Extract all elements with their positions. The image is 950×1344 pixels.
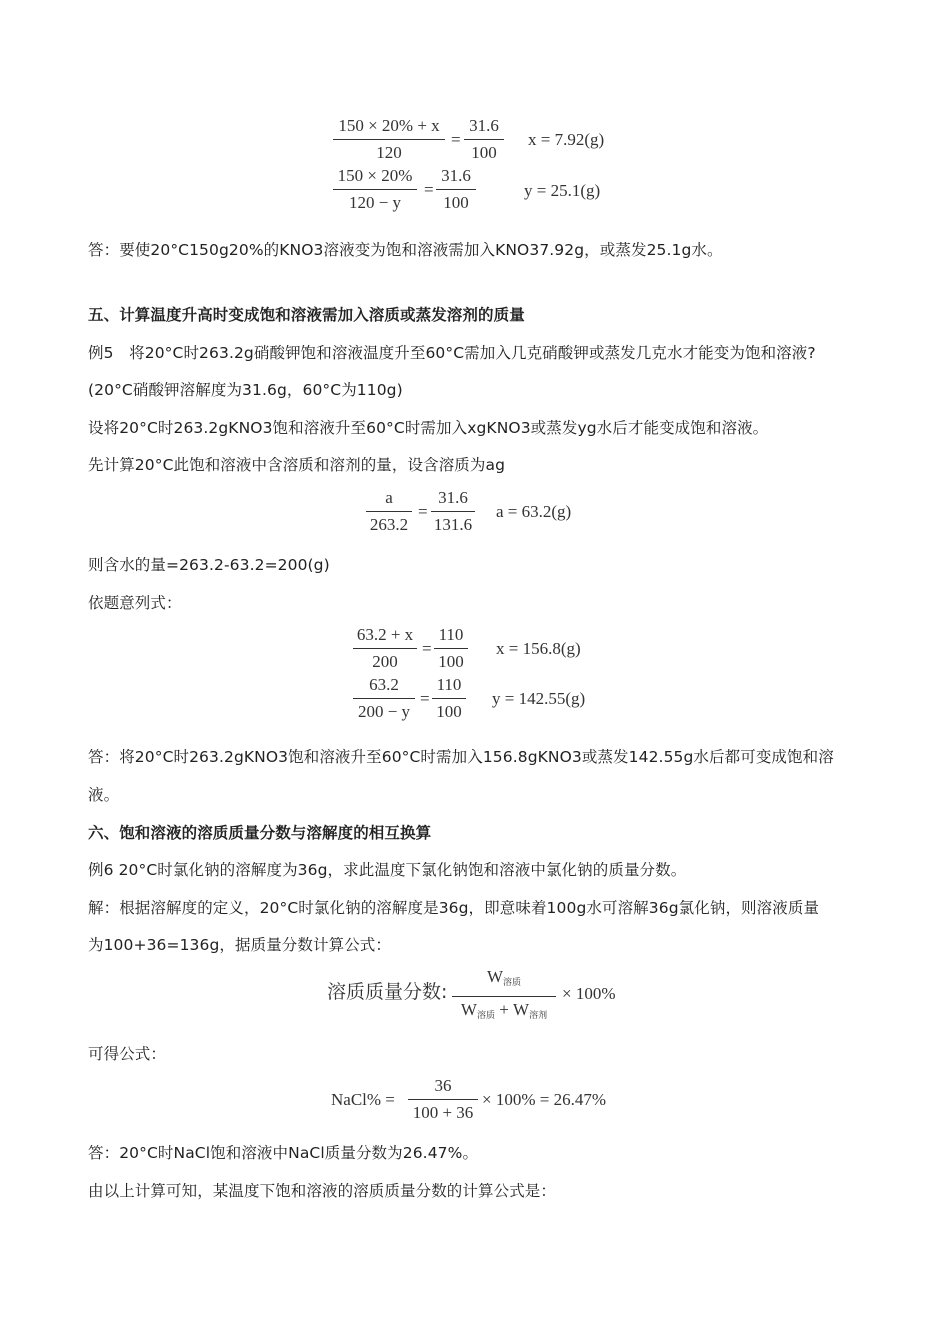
fraction-left (353, 625, 417, 672)
fraction-left (366, 488, 412, 535)
answer-paragraph-line1: 答：将20°C时263.2gKNO3饱和溶液升至60°C时需加入156.8gKNO3或蒸发142.55g水后都可变成饱和溶 (88, 748, 834, 766)
numerator (452, 967, 556, 993)
fraction-right (464, 116, 504, 163)
fraction-bar (408, 1099, 478, 1100)
fraction-bar (464, 139, 504, 140)
denominator: 100 + 36 (412, 1103, 474, 1122)
given-paragraph: (20°C硝酸钾溶解度为31.6g，60°C为110g) (88, 381, 403, 399)
denominator: 200 (372, 652, 398, 671)
fraction-bar (333, 139, 445, 140)
numerator: 150 × 20% (337, 166, 413, 185)
equals-sign: = (451, 130, 461, 149)
subscript-solvent: 溶剂 (529, 1011, 548, 1021)
section-heading: 六、饱和溶液的溶质质量分数与溶解度的相互换算 (88, 824, 432, 842)
solution-line2: 为100+36=136g，据质量分数计算公式： (88, 936, 392, 954)
example-paragraph: 例5 将20°C时263.2g硝酸钾饱和溶液温度升至60°C需加入几克硝酸钾或蒸发几克水才能变为饱和溶液? (88, 344, 816, 362)
fraction-right (434, 625, 468, 672)
weight-symbol: W (486, 967, 504, 986)
numerator: 110 (436, 675, 462, 694)
formula-tail: × 100% = 26.47% (482, 1090, 606, 1109)
nacl-fraction (408, 1076, 478, 1123)
numerator: 31.6 (469, 116, 499, 135)
result-y: y = 25.1(g) (524, 181, 601, 200)
derive-paragraph: 可得公式： (88, 1045, 167, 1063)
denominator: 131.6 (433, 515, 473, 534)
equals-sign: = (422, 639, 432, 658)
fraction-bar (431, 511, 475, 512)
denominator: 120 − y (348, 193, 402, 212)
answer-paragraph-line2: 液。 (88, 786, 120, 804)
equation-intro: 依题意列式： (88, 594, 182, 612)
equals-sign: = (418, 502, 428, 521)
numerator: 63.2 + x (356, 625, 414, 644)
result-x: x = 7.92(g) (528, 130, 605, 149)
fraction-bar (353, 698, 415, 699)
denominator (452, 1000, 556, 1026)
equals-sign: = (420, 689, 430, 708)
numerator: a (385, 488, 393, 507)
fraction-left (333, 116, 445, 163)
numerator: 31.6 (441, 166, 471, 185)
first-step-paragraph: 先计算20°C此饱和溶液中含溶质和溶剂的量，设含溶质为ag (88, 456, 506, 474)
fraction-right (436, 166, 476, 213)
result-y: y = 142.55(g) (492, 689, 586, 708)
fraction-bar (436, 189, 476, 190)
formula-left: NaCl% = (331, 1090, 395, 1109)
subscript-solute: 溶质 (503, 978, 522, 988)
general-fraction (452, 967, 556, 1026)
denominator: 100 (436, 702, 462, 721)
fraction-bar (333, 189, 417, 190)
setup-paragraph: 设将20°C时263.2gKNO3饱和溶液升至60°C时需加入xgKNO3或蒸发yg水后才能变成饱和溶液。 (88, 419, 769, 437)
equals-sign: = (424, 180, 434, 199)
denominator: 100 (438, 652, 464, 671)
denominator: 263.2 (369, 515, 409, 534)
conclusion-paragraph: 由以上计算可知，某温度下饱和溶液的溶质质量分数的计算公式是： (88, 1182, 557, 1200)
denominator: 100 (471, 143, 497, 162)
denominator: 100 (443, 193, 469, 212)
subscript-solute: 溶质 (476, 1011, 495, 1021)
numerator: 36 (434, 1076, 452, 1095)
denominator: 120 (376, 143, 402, 162)
example-paragraph: 例6 20°C时氯化钠的溶解度为36g，求此温度下氯化钠饱和溶液中氯化钠的质量分数。 (88, 861, 687, 879)
fraction-bar (366, 511, 412, 512)
fraction-right (431, 488, 475, 535)
fraction-left (333, 166, 417, 213)
result-a: a = 63.2(g) (496, 502, 572, 521)
result-x: x = 156.8(g) (496, 639, 581, 658)
fraction-left (353, 675, 415, 722)
section-heading: 五、计算温度升高时变成饱和溶液需加入溶质或蒸发溶剂的质量 (88, 306, 525, 324)
numerator: 63.2 (369, 675, 399, 694)
answer-paragraph: 答：20°C时NaCl饱和溶液中NaCl质量分数为26.47%。 (88, 1144, 479, 1162)
numerator: 150 × 20% + x (338, 116, 440, 135)
denominator: 200 − y (357, 702, 411, 721)
solution-line1: 解：根据溶解度的定义，20°C时氯化钠的溶解度是36g，即意味着100g水可溶解36g氯化钠，则溶液质量 (88, 899, 820, 917)
fraction-bar (434, 648, 468, 649)
formula-label: 溶质质量分数: (327, 981, 448, 1003)
water-paragraph: 则含水的量=263.2-63.2=200(g) (88, 556, 330, 574)
fraction-bar (353, 648, 417, 649)
numerator: 110 (438, 625, 464, 644)
numerator: 31.6 (438, 488, 468, 507)
weight-symbol: W (460, 1000, 477, 1019)
formula-tail: × 100% (562, 984, 616, 1003)
fraction-bar (452, 996, 556, 997)
answer-paragraph: 答：要使20°C150g20%的KNO3溶液变为饱和溶液需加入KNO37.92g，或蒸发25.1g水。 (88, 241, 723, 259)
fraction-right (432, 675, 466, 722)
fraction-bar (432, 698, 466, 699)
plus-weight: + W (499, 1000, 530, 1019)
